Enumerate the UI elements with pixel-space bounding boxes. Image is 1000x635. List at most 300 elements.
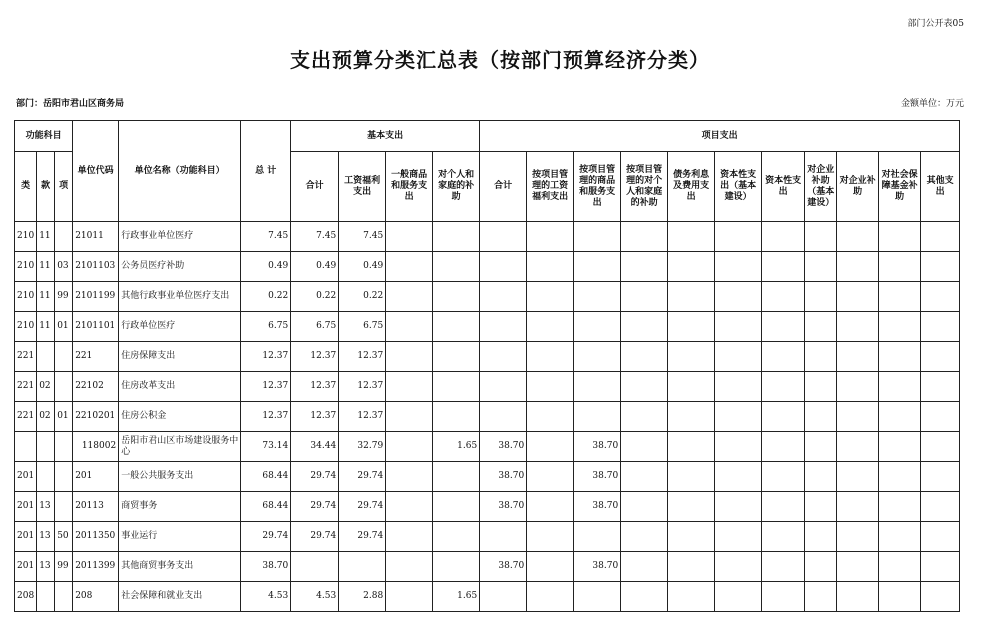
- cell-xiang: [55, 462, 73, 492]
- cell-kuan: [37, 582, 55, 612]
- cell-kuan: [37, 462, 55, 492]
- cell-name: 其他行政事业单位医疗支出: [119, 282, 241, 312]
- table-row: [15, 312, 960, 342]
- cell-basic-goods: [386, 342, 433, 372]
- cell-basic-goods: [386, 252, 433, 282]
- cell-empty: [715, 222, 762, 252]
- table-row: [15, 282, 960, 312]
- cell-proj-family: [621, 282, 668, 312]
- cell-proj-sum: 38.70: [480, 462, 527, 492]
- cell-proj-sum: [480, 222, 527, 252]
- cell-empty: [879, 282, 921, 312]
- cell-total: 7.45: [241, 222, 291, 252]
- cell-basic-family: [433, 252, 480, 282]
- cell-empty: [762, 252, 805, 282]
- cell-proj-sum: 38.70: [480, 492, 527, 522]
- cell-proj-family: [621, 372, 668, 402]
- cell-basic-wage: 0.22: [339, 282, 386, 312]
- cell-code: 2011399: [73, 552, 119, 582]
- cell-proj-sum: [480, 372, 527, 402]
- cell-empty: [921, 282, 960, 312]
- cell-basic-wage: 12.37: [339, 372, 386, 402]
- cell-empty: [668, 462, 715, 492]
- cell-code: 201: [73, 462, 119, 492]
- cell-empty: [837, 252, 879, 282]
- cell-total: 6.75: [241, 312, 291, 342]
- cell-proj-wage: [527, 432, 574, 462]
- cell-empty: [762, 342, 805, 372]
- cell-empty: [921, 402, 960, 432]
- cell-code: 2101199: [73, 282, 119, 312]
- cell-basic-wage: 6.75: [339, 312, 386, 342]
- cell-name: 商贸事务: [119, 492, 241, 522]
- cell-empty: [715, 372, 762, 402]
- cell-kuan: 11: [37, 252, 55, 282]
- header-lei: 类: [15, 152, 37, 222]
- cell-empty: [805, 552, 837, 582]
- header-proj-wage: 按项目管理的工资福利支出: [527, 152, 574, 222]
- cell-proj-sum: 38.70: [480, 552, 527, 582]
- cell-xiang: [55, 432, 73, 462]
- cell-lei: 210: [15, 252, 37, 282]
- cell-total: 0.49: [241, 252, 291, 282]
- cell-empty: [879, 432, 921, 462]
- cell-name: 行政事业单位医疗: [119, 222, 241, 252]
- cell-empty: [715, 312, 762, 342]
- cell-code: 20113: [73, 492, 119, 522]
- cell-proj-wage: [527, 552, 574, 582]
- header-proj-social: 对社会保障基金补助: [879, 152, 921, 222]
- cell-empty: [715, 282, 762, 312]
- cell-kuan: 13: [37, 492, 55, 522]
- cell-proj-wage: [527, 522, 574, 552]
- cell-empty: [715, 552, 762, 582]
- cell-basic-family: 1.65: [433, 582, 480, 612]
- cell-basic-family: [433, 462, 480, 492]
- cell-proj-goods: [574, 282, 621, 312]
- cell-empty: [879, 342, 921, 372]
- cell-empty: [805, 282, 837, 312]
- cell-proj-wage: [527, 282, 574, 312]
- cell-empty: [715, 492, 762, 522]
- cell-empty: [921, 372, 960, 402]
- cell-empty: [805, 372, 837, 402]
- cell-empty: [837, 492, 879, 522]
- cell-basic-sum: 0.49: [291, 252, 339, 282]
- cell-proj-family: [621, 462, 668, 492]
- cell-empty: [668, 252, 715, 282]
- cell-lei: 221: [15, 402, 37, 432]
- cell-lei: [15, 432, 37, 462]
- cell-proj-goods: [574, 342, 621, 372]
- cell-lei: 201: [15, 462, 37, 492]
- cell-proj-wage: [527, 342, 574, 372]
- cell-basic-wage: 32.79: [339, 432, 386, 462]
- cell-empty: [837, 462, 879, 492]
- cell-proj-goods: [574, 372, 621, 402]
- cell-empty: [715, 432, 762, 462]
- cell-xiang: [55, 492, 73, 522]
- cell-basic-family: [433, 312, 480, 342]
- cell-proj-family: [621, 432, 668, 462]
- cell-name: 社会保障和就业支出: [119, 582, 241, 612]
- cell-empty: [715, 582, 762, 612]
- cell-empty: [805, 522, 837, 552]
- cell-empty: [805, 582, 837, 612]
- cell-empty: [805, 462, 837, 492]
- cell-basic-goods: [386, 402, 433, 432]
- table-row: [15, 252, 960, 282]
- cell-name: 住房公积金: [119, 402, 241, 432]
- cell-name: 行政单位医疗: [119, 312, 241, 342]
- cell-empty: [762, 312, 805, 342]
- cell-basic-goods: [386, 222, 433, 252]
- table-row: [15, 522, 960, 552]
- cell-proj-wage: [527, 402, 574, 432]
- cell-proj-sum: [480, 342, 527, 372]
- cell-total: 73.14: [241, 432, 291, 462]
- cell-empty: [879, 222, 921, 252]
- cell-empty: [879, 252, 921, 282]
- cell-lei: 210: [15, 222, 37, 252]
- header-basic-sum: 合计: [291, 152, 339, 222]
- cell-code: 118002: [73, 432, 119, 462]
- header-basic-wage: 工资福利支出: [339, 152, 386, 222]
- expenditure-table: [14, 120, 960, 612]
- cell-basic-sum: 12.37: [291, 372, 339, 402]
- table-row: [15, 462, 960, 492]
- cell-kuan: 02: [37, 402, 55, 432]
- cell-total: 68.44: [241, 462, 291, 492]
- cell-empty: [715, 252, 762, 282]
- cell-basic-family: [433, 222, 480, 252]
- cell-lei: 201: [15, 522, 37, 552]
- cell-basic-sum: 0.22: [291, 282, 339, 312]
- cell-empty: [837, 342, 879, 372]
- cell-code: 21011: [73, 222, 119, 252]
- cell-basic-goods: [386, 522, 433, 552]
- cell-proj-wage: [527, 582, 574, 612]
- table-row: [15, 222, 960, 252]
- cell-empty: [879, 582, 921, 612]
- cell-code: 208: [73, 582, 119, 612]
- cell-basic-goods: [386, 462, 433, 492]
- cell-proj-goods: 38.70: [574, 432, 621, 462]
- cell-proj-sum: [480, 282, 527, 312]
- cell-basic-sum: 6.75: [291, 312, 339, 342]
- header-proj-sum: 合计: [480, 152, 527, 222]
- cell-empty: [762, 492, 805, 522]
- table-row: [15, 552, 960, 582]
- cell-total: 12.37: [241, 342, 291, 372]
- header-kuan: 款: [37, 152, 55, 222]
- cell-basic-family: 1.65: [433, 432, 480, 462]
- cell-empty: [668, 342, 715, 372]
- cell-basic-wage: 29.74: [339, 492, 386, 522]
- cell-empty: [837, 282, 879, 312]
- cell-empty: [837, 312, 879, 342]
- cell-empty: [837, 522, 879, 552]
- cell-empty: [805, 432, 837, 462]
- cell-basic-wage: 12.37: [339, 342, 386, 372]
- cell-empty: [879, 402, 921, 432]
- cell-proj-goods: [574, 222, 621, 252]
- cell-empty: [715, 522, 762, 552]
- cell-proj-goods: [574, 522, 621, 552]
- cell-proj-family: [621, 312, 668, 342]
- table-row: [15, 342, 960, 372]
- cell-name: 公务员医疗补助: [119, 252, 241, 282]
- cell-empty: [837, 552, 879, 582]
- header-proj-other: 其他支出: [921, 152, 960, 222]
- cell-empty: [879, 552, 921, 582]
- table-row: [15, 402, 960, 432]
- cell-basic-wage: [339, 552, 386, 582]
- cell-empty: [921, 432, 960, 462]
- cell-total: 12.37: [241, 372, 291, 402]
- cell-basic-wage: 7.45: [339, 222, 386, 252]
- header-basic-family: 对个人和家庭的补助: [433, 152, 480, 222]
- cell-total: 0.22: [241, 282, 291, 312]
- cell-code: 2101101: [73, 312, 119, 342]
- cell-total: 38.70: [241, 552, 291, 582]
- cell-basic-goods: [386, 282, 433, 312]
- cell-empty: [837, 372, 879, 402]
- cell-proj-family: [621, 222, 668, 252]
- cell-basic-goods: [386, 432, 433, 462]
- cell-empty: [715, 402, 762, 432]
- cell-empty: [668, 312, 715, 342]
- cell-kuan: 11: [37, 222, 55, 252]
- cell-empty: [762, 462, 805, 492]
- cell-empty: [879, 492, 921, 522]
- cell-total: 4.53: [241, 582, 291, 612]
- table-row: [15, 492, 960, 522]
- cell-proj-family: [621, 252, 668, 282]
- header-func-subject: 功能科目: [15, 121, 73, 152]
- cell-empty: [879, 312, 921, 342]
- cell-basic-sum: 29.74: [291, 522, 339, 552]
- cell-basic-wage: 0.49: [339, 252, 386, 282]
- cell-empty: [837, 402, 879, 432]
- cell-xiang: [55, 372, 73, 402]
- cell-xiang: 50: [55, 522, 73, 552]
- cell-proj-goods: [574, 252, 621, 282]
- cell-basic-sum: 12.37: [291, 342, 339, 372]
- cell-proj-sum: [480, 252, 527, 282]
- cell-kuan: 13: [37, 552, 55, 582]
- cell-proj-sum: 38.70: [480, 432, 527, 462]
- header-project: 项目支出: [480, 121, 960, 152]
- header-proj-capital: 资本性支出: [762, 152, 805, 222]
- cell-empty: [879, 372, 921, 402]
- form-number: 部门公开表05: [907, 19, 964, 29]
- cell-empty: [762, 402, 805, 432]
- cell-empty: [837, 222, 879, 252]
- cell-xiang: 01: [55, 402, 73, 432]
- cell-basic-family: [433, 372, 480, 402]
- cell-name: 其他商贸事务支出: [119, 552, 241, 582]
- cell-empty: [805, 402, 837, 432]
- amount-unit-label: 金额单位：万元: [900, 99, 964, 109]
- page-title: 支出预算分类汇总表（按部门预算经济分类）: [290, 48, 710, 72]
- cell-kuan: 11: [37, 282, 55, 312]
- cell-empty: [668, 492, 715, 522]
- cell-kuan: 13: [37, 522, 55, 552]
- cell-lei: 201: [15, 552, 37, 582]
- cell-empty: [921, 582, 960, 612]
- cell-proj-wage: [527, 492, 574, 522]
- cell-proj-goods: 38.70: [574, 462, 621, 492]
- cell-basic-goods: [386, 312, 433, 342]
- header-basic: 基本支出: [291, 121, 480, 152]
- cell-proj-wage: [527, 462, 574, 492]
- cell-empty: [762, 372, 805, 402]
- cell-basic-wage: 2.88: [339, 582, 386, 612]
- cell-xiang: 99: [55, 552, 73, 582]
- cell-xiang: 99: [55, 282, 73, 312]
- cell-empty: [762, 282, 805, 312]
- cell-proj-goods: [574, 582, 621, 612]
- cell-basic-family: [433, 342, 480, 372]
- cell-lei: 210: [15, 312, 37, 342]
- cell-proj-sum: [480, 582, 527, 612]
- cell-name: 住房保障支出: [119, 342, 241, 372]
- cell-name: 事业运行: [119, 522, 241, 552]
- table-row: [15, 582, 960, 612]
- cell-empty: [668, 402, 715, 432]
- cell-proj-family: [621, 522, 668, 552]
- header-proj-capital-build: 资本性支出（基本建设）: [715, 152, 762, 222]
- cell-empty: [879, 462, 921, 492]
- cell-empty: [762, 582, 805, 612]
- cell-code: 2101103: [73, 252, 119, 282]
- cell-empty: [879, 522, 921, 552]
- cell-basic-family: [433, 282, 480, 312]
- cell-total: 12.37: [241, 402, 291, 432]
- cell-proj-wage: [527, 252, 574, 282]
- cell-empty: [921, 312, 960, 342]
- cell-proj-goods: [574, 312, 621, 342]
- cell-lei: 201: [15, 492, 37, 522]
- cell-proj-family: [621, 342, 668, 372]
- cell-empty: [762, 432, 805, 462]
- cell-basic-sum: 29.74: [291, 492, 339, 522]
- cell-empty: [762, 522, 805, 552]
- cell-empty: [805, 222, 837, 252]
- cell-empty: [805, 342, 837, 372]
- cell-code: 22102: [73, 372, 119, 402]
- cell-empty: [921, 342, 960, 372]
- cell-empty: [668, 552, 715, 582]
- header-xiang: 项: [55, 152, 73, 222]
- cell-proj-family: [621, 582, 668, 612]
- cell-code: 221: [73, 342, 119, 372]
- cell-proj-goods: 38.70: [574, 552, 621, 582]
- cell-basic-sum: 29.74: [291, 462, 339, 492]
- cell-proj-family: [621, 552, 668, 582]
- cell-basic-family: [433, 552, 480, 582]
- cell-basic-wage: 29.74: [339, 462, 386, 492]
- cell-empty: [668, 522, 715, 552]
- cell-empty: [837, 582, 879, 612]
- header-proj-debt: 债务利息及费用支出: [668, 152, 715, 222]
- cell-name: 岳阳市君山区市场建设服务中心: [119, 432, 241, 462]
- cell-code: 2011350: [73, 522, 119, 552]
- table-row: [15, 432, 960, 462]
- cell-empty: [668, 282, 715, 312]
- cell-empty: [668, 582, 715, 612]
- cell-basic-goods: [386, 582, 433, 612]
- cell-basic-sum: [291, 552, 339, 582]
- cell-empty: [762, 222, 805, 252]
- cell-empty: [837, 432, 879, 462]
- cell-basic-sum: 12.37: [291, 402, 339, 432]
- cell-lei: 210: [15, 282, 37, 312]
- cell-basic-goods: [386, 372, 433, 402]
- cell-proj-wage: [527, 312, 574, 342]
- cell-xiang: [55, 222, 73, 252]
- header-proj-ent: 对企业补助: [837, 152, 879, 222]
- cell-empty: [805, 312, 837, 342]
- cell-empty: [668, 222, 715, 252]
- cell-proj-family: [621, 492, 668, 522]
- cell-kuan: [37, 342, 55, 372]
- cell-basic-goods: [386, 492, 433, 522]
- header-basic-goods: 一般商品和服务支出: [386, 152, 433, 222]
- cell-proj-family: [621, 402, 668, 432]
- cell-total: 29.74: [241, 522, 291, 552]
- cell-empty: [805, 252, 837, 282]
- cell-proj-sum: [480, 312, 527, 342]
- cell-basic-sum: 34.44: [291, 432, 339, 462]
- cell-basic-family: [433, 402, 480, 432]
- cell-basic-wage: 12.37: [339, 402, 386, 432]
- cell-basic-family: [433, 492, 480, 522]
- header-unit-code: 单位代码: [73, 121, 119, 222]
- cell-proj-goods: 38.70: [574, 492, 621, 522]
- header-total: 总 计: [241, 121, 291, 222]
- cell-basic-sum: 7.45: [291, 222, 339, 252]
- cell-name: 一般公共服务支出: [119, 462, 241, 492]
- cell-kuan: 11: [37, 312, 55, 342]
- cell-proj-sum: [480, 522, 527, 552]
- table-row: [15, 372, 960, 402]
- cell-empty: [921, 522, 960, 552]
- cell-empty: [715, 462, 762, 492]
- cell-empty: [805, 492, 837, 522]
- cell-empty: [921, 252, 960, 282]
- cell-xiang: 03: [55, 252, 73, 282]
- cell-empty: [921, 462, 960, 492]
- department-label: 部门：岳阳市君山区商务局: [16, 99, 125, 109]
- cell-empty: [715, 342, 762, 372]
- cell-empty: [921, 552, 960, 582]
- cell-proj-wage: [527, 222, 574, 252]
- cell-empty: [921, 492, 960, 522]
- cell-lei: 221: [15, 342, 37, 372]
- cell-empty: [668, 432, 715, 462]
- cell-total: 68.44: [241, 492, 291, 522]
- cell-proj-goods: [574, 402, 621, 432]
- header-proj-family: 按项目管理的对个人和家庭的补助: [621, 152, 668, 222]
- header-unit-name: 单位名称（功能科目）: [119, 121, 241, 222]
- cell-code: 2210201: [73, 402, 119, 432]
- cell-kuan: [37, 432, 55, 462]
- cell-empty: [921, 222, 960, 252]
- cell-name: 住房改革支出: [119, 372, 241, 402]
- cell-lei: 221: [15, 372, 37, 402]
